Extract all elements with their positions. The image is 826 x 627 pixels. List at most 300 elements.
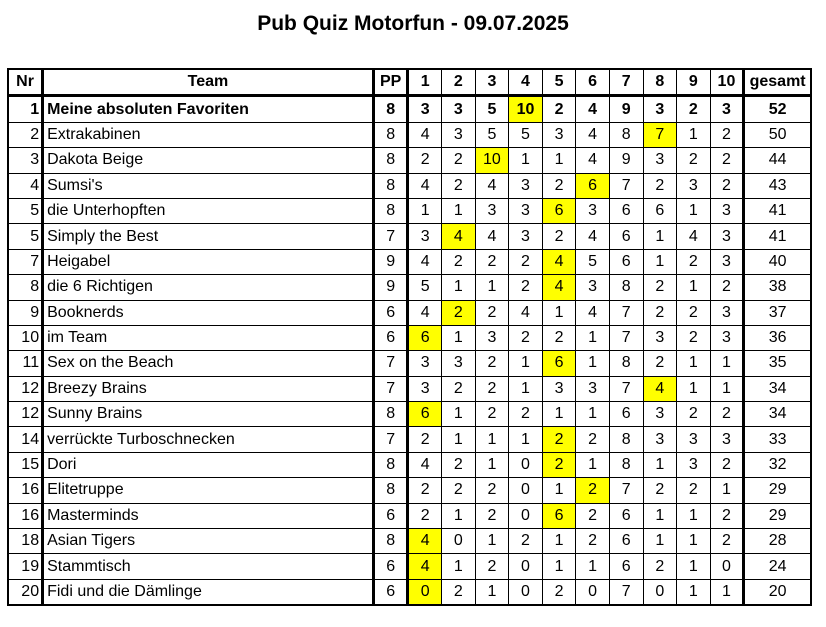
round-score-cell: 2	[475, 249, 509, 274]
team-cell: die 6 Richtigen	[43, 275, 374, 300]
round-score-cell: 4	[442, 224, 476, 249]
total-cell: 29	[744, 478, 811, 503]
pp-cell: 7	[373, 427, 408, 452]
round-score-cell: 4	[576, 96, 610, 122]
round-score-cell: 6	[609, 529, 643, 554]
round-score-cell: 4	[509, 300, 543, 325]
table-row	[8, 427, 811, 452]
round-score-cell: 2	[475, 478, 509, 503]
round-score-cell: 3	[643, 96, 677, 122]
round-score-cell: 1	[475, 529, 509, 554]
round-score-cell: 3	[576, 376, 610, 401]
round-score-cell: 3	[408, 351, 442, 376]
rank-cell: 3	[8, 148, 43, 173]
round-score-cell: 2	[475, 351, 509, 376]
round-score-cell: 2	[408, 503, 442, 528]
round-score-cell: 0	[442, 529, 476, 554]
header-round: 9	[677, 69, 711, 96]
round-score-cell: 2	[442, 452, 476, 477]
round-score-cell: 1	[542, 300, 576, 325]
total-cell: 29	[744, 503, 811, 528]
team-cell: Heigabel	[43, 249, 374, 274]
header-round: 8	[643, 69, 677, 96]
round-score-cell: 2	[442, 148, 476, 173]
round-score-cell: 3	[710, 325, 744, 350]
round-score-cell: 2	[542, 96, 576, 122]
round-score-cell: 1	[442, 554, 476, 579]
round-score-cell: 1	[677, 579, 711, 605]
round-score-cell: 3	[509, 173, 543, 198]
round-score-cell: 2	[643, 554, 677, 579]
rank-cell: 11	[8, 351, 43, 376]
total-cell: 41	[744, 198, 811, 223]
rank-cell: 5	[8, 224, 43, 249]
pp-cell: 8	[373, 96, 408, 122]
round-score-cell: 1	[475, 452, 509, 477]
team-cell: Extrakabinen	[43, 122, 374, 147]
pp-cell: 8	[373, 122, 408, 147]
header-round: 2	[442, 69, 476, 96]
table-row	[8, 224, 811, 249]
total-cell: 37	[744, 300, 811, 325]
round-score-cell: 3	[710, 427, 744, 452]
round-score-cell: 2	[475, 376, 509, 401]
round-score-cell: 0	[509, 554, 543, 579]
pp-cell: 6	[373, 503, 408, 528]
round-score-cell: 2	[643, 173, 677, 198]
table-row	[8, 249, 811, 274]
round-score-cell: 2	[643, 300, 677, 325]
total-cell: 34	[744, 402, 811, 427]
table-row	[8, 325, 811, 350]
round-score-cell: 4	[542, 249, 576, 274]
table-row	[8, 275, 811, 300]
round-score-cell: 2	[576, 427, 610, 452]
round-score-cell: 2	[509, 249, 543, 274]
team-cell: Booknerds	[43, 300, 374, 325]
round-score-cell: 4	[475, 224, 509, 249]
round-score-cell: 4	[408, 529, 442, 554]
round-score-cell: 8	[609, 122, 643, 147]
team-cell: Fidi und die Dämlinge	[43, 579, 374, 605]
round-score-cell: 1	[509, 376, 543, 401]
team-cell: Sumsi's	[43, 173, 374, 198]
round-score-cell: 2	[677, 96, 711, 122]
round-score-cell: 3	[643, 427, 677, 452]
rank-cell: 8	[8, 275, 43, 300]
round-score-cell: 9	[609, 148, 643, 173]
round-score-cell: 6	[609, 402, 643, 427]
table-row	[8, 300, 811, 325]
round-score-cell: 9	[609, 96, 643, 122]
round-score-cell: 1	[542, 402, 576, 427]
round-score-cell: 2	[475, 300, 509, 325]
round-score-cell: 7	[609, 579, 643, 605]
round-score-cell: 6	[576, 173, 610, 198]
round-score-cell: 0	[643, 579, 677, 605]
round-score-cell: 5	[475, 96, 509, 122]
team-cell: Elitetruppe	[43, 478, 374, 503]
round-score-cell: 7	[609, 173, 643, 198]
round-score-cell: 0	[576, 579, 610, 605]
rank-cell: 12	[8, 376, 43, 401]
rank-cell: 16	[8, 503, 43, 528]
round-score-cell: 4	[576, 224, 610, 249]
round-score-cell: 3	[710, 300, 744, 325]
pp-cell: 8	[373, 148, 408, 173]
round-score-cell: 1	[542, 554, 576, 579]
round-score-cell: 2	[576, 478, 610, 503]
round-score-cell: 2	[677, 402, 711, 427]
round-score-cell: 1	[542, 148, 576, 173]
total-cell: 28	[744, 529, 811, 554]
table-row	[8, 452, 811, 477]
total-cell: 24	[744, 554, 811, 579]
rank-cell: 9	[8, 300, 43, 325]
round-score-cell: 3	[442, 122, 476, 147]
round-score-cell: 2	[710, 173, 744, 198]
round-score-cell: 1	[677, 529, 711, 554]
round-score-cell: 0	[509, 579, 543, 605]
round-score-cell: 1	[643, 452, 677, 477]
round-score-cell: 10	[475, 148, 509, 173]
team-cell: Meine absoluten Favoriten	[43, 96, 374, 122]
round-score-cell: 4	[475, 173, 509, 198]
rank-cell: 18	[8, 529, 43, 554]
round-score-cell: 1	[576, 402, 610, 427]
team-cell: Masterminds	[43, 503, 374, 528]
rank-cell: 19	[8, 554, 43, 579]
round-score-cell: 2	[509, 325, 543, 350]
round-score-cell: 1	[442, 402, 476, 427]
round-score-cell: 5	[509, 122, 543, 147]
round-score-cell: 3	[710, 198, 744, 223]
team-cell: die Unterhopften	[43, 198, 374, 223]
round-score-cell: 0	[710, 554, 744, 579]
total-cell: 33	[744, 427, 811, 452]
total-cell: 43	[744, 173, 811, 198]
round-score-cell: 4	[408, 300, 442, 325]
pp-cell: 8	[373, 529, 408, 554]
round-score-cell: 2	[677, 249, 711, 274]
round-score-cell: 2	[542, 325, 576, 350]
table-row	[8, 503, 811, 528]
header-team: Team	[43, 69, 374, 96]
round-score-cell: 1	[475, 427, 509, 452]
team-cell: Stammtisch	[43, 554, 374, 579]
total-cell: 41	[744, 224, 811, 249]
round-score-cell: 2	[442, 478, 476, 503]
round-score-cell: 7	[609, 300, 643, 325]
round-score-cell: 1	[710, 376, 744, 401]
round-score-cell: 2	[643, 478, 677, 503]
header-round: 1	[408, 69, 442, 96]
table-row	[8, 198, 811, 223]
round-score-cell: 3	[542, 376, 576, 401]
round-score-cell: 1	[442, 275, 476, 300]
round-score-cell: 2	[542, 579, 576, 605]
round-score-cell: 4	[576, 300, 610, 325]
rank-cell: 2	[8, 122, 43, 147]
round-score-cell: 1	[677, 275, 711, 300]
round-score-cell: 2	[710, 529, 744, 554]
round-score-cell: 5	[576, 249, 610, 274]
round-score-cell: 3	[643, 148, 677, 173]
round-score-cell: 6	[609, 554, 643, 579]
round-score-cell: 1	[677, 122, 711, 147]
round-score-cell: 1	[710, 478, 744, 503]
round-score-cell: 2	[542, 224, 576, 249]
round-score-cell: 2	[710, 402, 744, 427]
round-score-cell: 5	[408, 275, 442, 300]
round-score-cell: 1	[576, 325, 610, 350]
round-score-cell: 3	[442, 351, 476, 376]
total-cell: 40	[744, 249, 811, 274]
round-score-cell: 2	[677, 325, 711, 350]
round-score-cell: 6	[542, 503, 576, 528]
round-score-cell: 2	[475, 503, 509, 528]
header-pp: PP	[373, 69, 408, 96]
round-score-cell: 2	[677, 300, 711, 325]
header-round: 3	[475, 69, 509, 96]
round-score-cell: 4	[643, 376, 677, 401]
round-score-cell: 7	[609, 376, 643, 401]
total-cell: 34	[744, 376, 811, 401]
round-score-cell: 3	[475, 198, 509, 223]
pp-cell: 8	[373, 452, 408, 477]
round-score-cell: 3	[576, 275, 610, 300]
round-score-cell: 1	[576, 554, 610, 579]
round-score-cell: 0	[509, 478, 543, 503]
round-score-cell: 2	[542, 427, 576, 452]
rank-cell: 15	[8, 452, 43, 477]
round-score-cell: 1	[442, 503, 476, 528]
round-score-cell: 6	[542, 351, 576, 376]
round-score-cell: 7	[643, 122, 677, 147]
round-score-cell: 4	[542, 275, 576, 300]
pp-cell: 7	[373, 224, 408, 249]
round-score-cell: 2	[710, 148, 744, 173]
round-score-cell: 1	[643, 503, 677, 528]
round-score-cell: 3	[677, 173, 711, 198]
round-score-cell: 4	[408, 554, 442, 579]
round-score-cell: 3	[408, 96, 442, 122]
round-score-cell: 6	[609, 503, 643, 528]
pp-cell: 8	[373, 478, 408, 503]
header-round: 10	[710, 69, 744, 96]
round-score-cell: 3	[643, 325, 677, 350]
team-cell: Simply the Best	[43, 224, 374, 249]
round-score-cell: 1	[677, 503, 711, 528]
header-row	[8, 69, 811, 96]
round-score-cell: 6	[408, 402, 442, 427]
table-row	[8, 148, 811, 173]
pp-cell: 6	[373, 579, 408, 605]
round-score-cell: 6	[609, 198, 643, 223]
round-score-cell: 1	[408, 198, 442, 223]
round-score-cell: 1	[442, 427, 476, 452]
round-score-cell: 3	[408, 376, 442, 401]
round-score-cell: 1	[677, 376, 711, 401]
round-score-cell: 2	[643, 275, 677, 300]
round-score-cell: 2	[408, 427, 442, 452]
round-score-cell: 1	[677, 351, 711, 376]
round-score-cell: 3	[677, 427, 711, 452]
table-row	[8, 402, 811, 427]
round-score-cell: 2	[710, 122, 744, 147]
round-score-cell: 1	[677, 554, 711, 579]
team-cell: Dakota Beige	[43, 148, 374, 173]
pp-cell: 6	[373, 554, 408, 579]
round-score-cell: 6	[609, 249, 643, 274]
round-score-cell: 8	[609, 452, 643, 477]
round-score-cell: 8	[609, 427, 643, 452]
round-score-cell: 3	[475, 325, 509, 350]
round-score-cell: 3	[442, 96, 476, 122]
team-cell: Sex on the Beach	[43, 351, 374, 376]
round-score-cell: 3	[643, 402, 677, 427]
round-score-cell: 3	[509, 224, 543, 249]
pp-cell: 6	[373, 300, 408, 325]
team-cell: Dori	[43, 452, 374, 477]
pp-cell: 8	[373, 402, 408, 427]
table-row	[8, 351, 811, 376]
header-round: 7	[609, 69, 643, 96]
round-score-cell: 4	[576, 122, 610, 147]
round-score-cell: 2	[576, 503, 610, 528]
results-table	[7, 68, 812, 606]
header-round: 5	[542, 69, 576, 96]
round-score-cell: 1	[475, 579, 509, 605]
round-score-cell: 4	[408, 249, 442, 274]
rank-cell: 7	[8, 249, 43, 274]
header-round: 6	[576, 69, 610, 96]
team-cell: Asian Tigers	[43, 529, 374, 554]
round-score-cell: 3	[542, 122, 576, 147]
pp-cell: 7	[373, 376, 408, 401]
rank-cell: 5	[8, 198, 43, 223]
table-body	[8, 96, 811, 605]
team-cell: Breezy Brains	[43, 376, 374, 401]
round-score-cell: 4	[576, 148, 610, 173]
round-score-cell: 8	[609, 351, 643, 376]
round-score-cell: 2	[509, 275, 543, 300]
rank-cell: 1	[8, 96, 43, 122]
table-row	[8, 173, 811, 198]
round-score-cell: 2	[475, 554, 509, 579]
round-score-cell: 1	[542, 478, 576, 503]
round-score-cell: 2	[542, 173, 576, 198]
page-title: Pub Quiz Motorfun - 09.07.2025	[257, 12, 569, 35]
round-score-cell: 1	[542, 529, 576, 554]
team-cell: Sunny Brains	[43, 402, 374, 427]
team-cell: verrückte Turboschnecken	[43, 427, 374, 452]
round-score-cell: 3	[408, 224, 442, 249]
round-score-cell: 0	[408, 579, 442, 605]
total-cell: 20	[744, 579, 811, 605]
round-score-cell: 1	[509, 427, 543, 452]
round-score-cell: 2	[677, 478, 711, 503]
round-score-cell: 1	[442, 325, 476, 350]
header-round: 4	[509, 69, 543, 96]
round-score-cell: 1	[677, 198, 711, 223]
round-score-cell: 4	[408, 173, 442, 198]
total-cell: 36	[744, 325, 811, 350]
table-row	[8, 478, 811, 503]
table-row	[8, 554, 811, 579]
rank-cell: 14	[8, 427, 43, 452]
round-score-cell: 6	[408, 325, 442, 350]
round-score-cell: 2	[442, 579, 476, 605]
rank-cell: 16	[8, 478, 43, 503]
round-score-cell: 4	[408, 122, 442, 147]
rank-cell: 20	[8, 579, 43, 605]
round-score-cell: 6	[609, 224, 643, 249]
round-score-cell: 1	[576, 351, 610, 376]
total-cell: 35	[744, 351, 811, 376]
round-score-cell: 2	[408, 148, 442, 173]
team-cell: im Team	[43, 325, 374, 350]
header-nr: Nr	[8, 69, 43, 96]
round-score-cell: 2	[643, 351, 677, 376]
table-row	[8, 529, 811, 554]
pp-cell: 9	[373, 275, 408, 300]
round-score-cell: 0	[509, 452, 543, 477]
round-score-cell: 8	[609, 275, 643, 300]
round-score-cell: 1	[576, 452, 610, 477]
table-row	[8, 376, 811, 401]
round-score-cell: 2	[509, 529, 543, 554]
round-score-cell: 3	[677, 452, 711, 477]
round-score-cell: 2	[710, 503, 744, 528]
header-total: gesamt	[744, 69, 811, 96]
round-score-cell: 2	[442, 249, 476, 274]
total-cell: 32	[744, 452, 811, 477]
round-score-cell: 6	[542, 198, 576, 223]
total-cell: 52	[744, 96, 811, 122]
round-score-cell: 1	[509, 148, 543, 173]
round-score-cell: 1	[475, 275, 509, 300]
table-row	[8, 122, 811, 147]
round-score-cell: 1	[710, 351, 744, 376]
pp-cell: 6	[373, 325, 408, 350]
table-row	[8, 579, 811, 605]
round-score-cell: 1	[643, 249, 677, 274]
pp-cell: 7	[373, 351, 408, 376]
round-score-cell: 3	[710, 249, 744, 274]
rank-cell: 12	[8, 402, 43, 427]
round-score-cell: 2	[710, 452, 744, 477]
total-cell: 38	[744, 275, 811, 300]
round-score-cell: 7	[609, 478, 643, 503]
round-score-cell: 2	[710, 275, 744, 300]
round-score-cell: 2	[677, 148, 711, 173]
round-score-cell: 2	[509, 402, 543, 427]
total-cell: 50	[744, 122, 811, 147]
round-score-cell: 4	[408, 452, 442, 477]
round-score-cell: 6	[643, 198, 677, 223]
rank-cell: 4	[8, 173, 43, 198]
round-score-cell: 3	[710, 224, 744, 249]
round-score-cell: 3	[509, 198, 543, 223]
round-score-cell: 7	[609, 325, 643, 350]
round-score-cell: 2	[442, 300, 476, 325]
pp-cell: 8	[373, 173, 408, 198]
round-score-cell: 1	[442, 198, 476, 223]
round-score-cell: 3	[710, 96, 744, 122]
rank-cell: 10	[8, 325, 43, 350]
total-cell: 44	[744, 148, 811, 173]
